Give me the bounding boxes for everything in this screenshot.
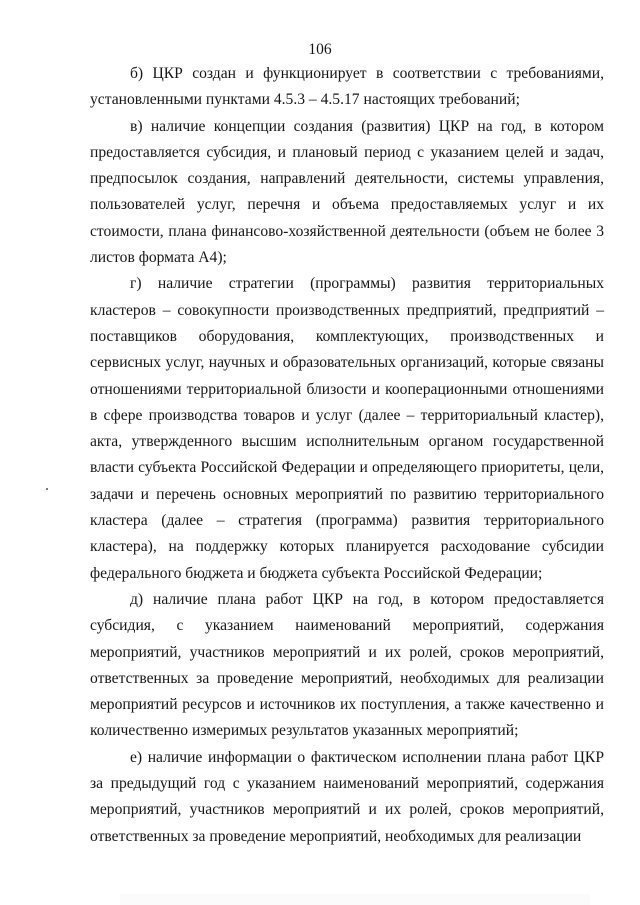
paragraph-g: г) наличие стратегии (программы) развития территориальных кластеров – совокупности производственных предприятий, предприятий – поставщиков оборудования, комплектующих, производственных и сервисных услуг, научных и образовательных организаций, которые связаны отношениями территориальной близости и кооперационными отношениями в сфере производства товаров и услуг (далее – территориальный кластер), акта, утвержденного высшим исполнительным органом государственной власти субъекта Российской Федерации и определяющего приоритеты, цели, задачи и перечень основных мероприятий по развитию территориального кластера (далее – стратегия (программа) развития территориального кластера), на поддержку которых планируется расходование субсидии федерального бюджета и бюджета субъекта Российской Федерации; (90, 275, 604, 582)
paragraph-b: б) ЦКР создан и функционирует в соответствии с требованиями, установленными пунктами 4.5.3 – 4.5.17 настоящих требований; (90, 65, 604, 109)
document-body (90, 61, 604, 850)
scan-bottom-edge (120, 894, 590, 905)
page-number: 106 (308, 41, 332, 58)
scan-speck (46, 488, 48, 490)
paragraph-e: е) наличие информации о фактическом исполнении плана работ ЦКР за предыдущий год с указанием наименований мероприятий, содержания мероприятий, участников мероприятий и их ролей, сроков мероприятий, ответственных за проведение мероприятий, необходимых для реализации (90, 748, 604, 845)
paragraph-v: в) наличие концепции создания (развития) ЦКР на год, в котором предоставляется субсидия, и плановый период с указанием целей и задач, предпосылок создания, направлений деятельности, системы управления, пользователей услуг, перечня и объема предоставляемых услуг и их стоимости, плана финансово-хозяйственной деятельности (объем не более 3 листов формата А4); (90, 117, 604, 267)
paragraph-d: д) наличие плана работ ЦКР на год, в котором предоставляется субсидия, с указанием наименований мероприятий, содержания мероприятий, участников мероприятий и их ролей, сроков мероприятий, ответственных за проведение мероприятий, необходимых для реализации мероприятий ресурсов и источников их поступления, а также качественно и количественно измеримых результатов указанных мероприятий; (90, 590, 604, 740)
